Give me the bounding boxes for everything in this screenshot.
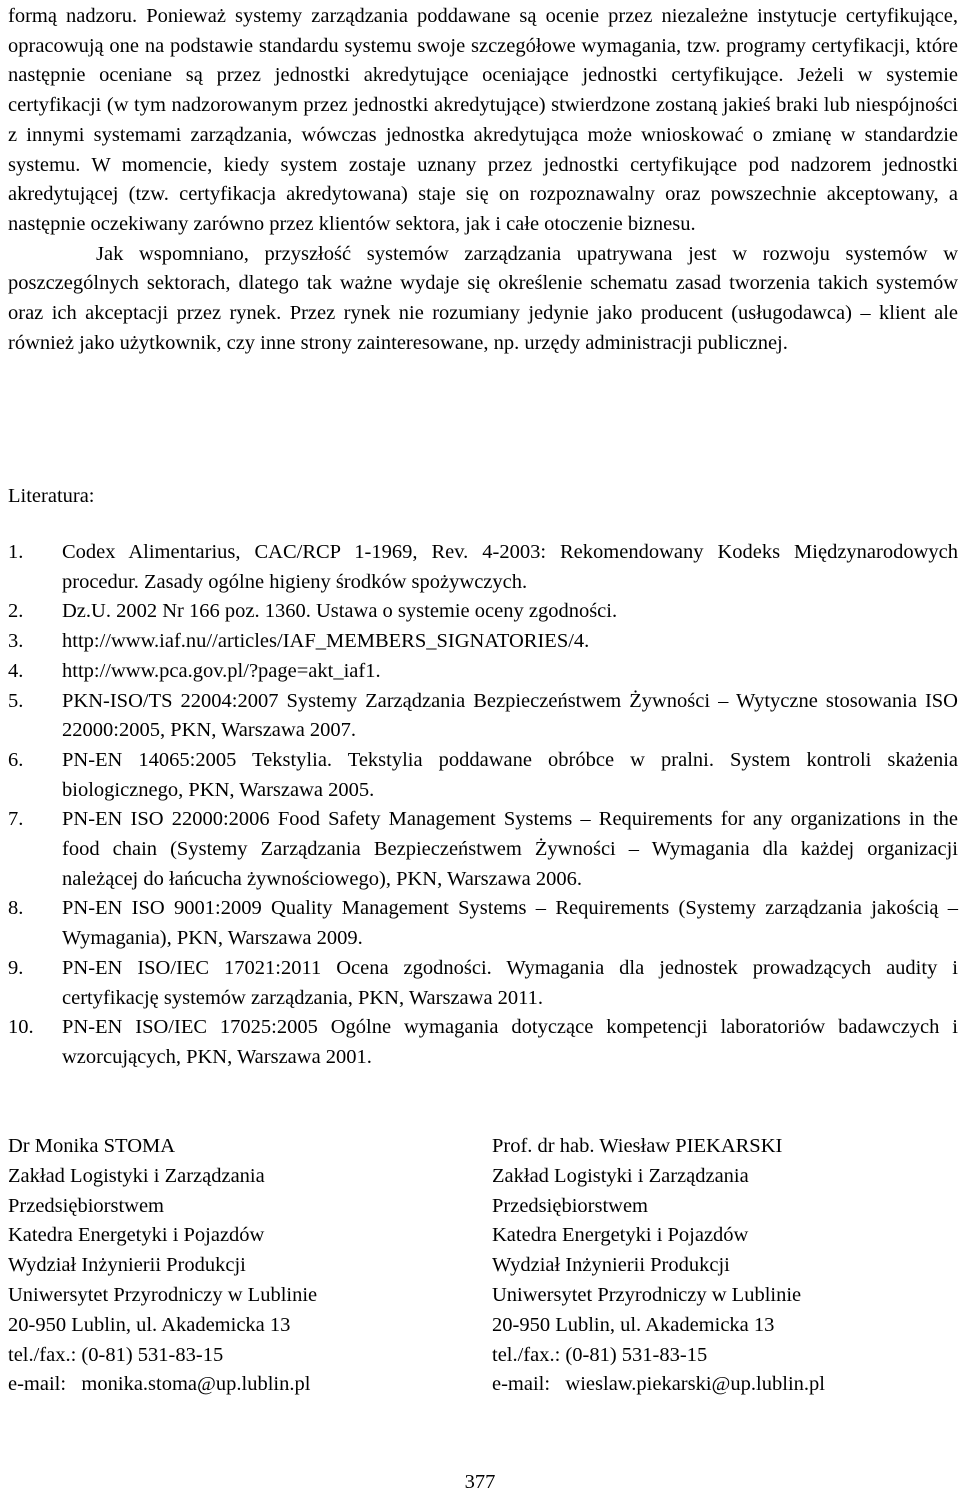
author-faculty: Wydział Inżynierii Produkcji (8, 1254, 246, 1277)
reference-item (8, 954, 958, 1013)
reference-item (8, 1013, 958, 1072)
author-department: Zakład Logistyki i Zarządzania (8, 1164, 265, 1187)
author-name: Prof. dr hab. Wiesław PIEKARSKI (492, 1135, 783, 1157)
reference-list (8, 538, 958, 1073)
reference-text: PN-EN ISO/IEC 17021:2011 Ocena zgodności. Wymagania dla jednostek prowadzących audity i certyfikację systemów zarządzania, PKN, Warszawa 2011. (62, 956, 958, 1009)
reference-number: 1. (8, 541, 24, 563)
author-university: Uniwersytet Przyrodniczy w Lublinie (8, 1283, 318, 1306)
reference-text: PN-EN ISO 9001:2009 Quality Management Systems – Requirements (Systemy zarządzania jakością – Wymagania), PKN, Warszawa 2009. (62, 897, 958, 950)
page-number: 377 (464, 1471, 496, 1493)
author-email[interactable]: e-mail: wieslaw.piekarski@up.lublin.pl (492, 1373, 825, 1396)
reference-text: PN-EN 14065:2005 Tekstylia. Tekstylia poddawane obróbce w pralni. System kontroli skażenia biologicznego, PKN, Warszawa 2005. (62, 748, 958, 801)
author-address: 20-950 Lublin, ul. Akademicka 13 (492, 1313, 775, 1336)
reference-number: 8. (8, 897, 24, 920)
reference-link[interactable]: http://www.iaf.nu//articles/IAF_MEMBERS_SIGNATORIES/4. (62, 630, 590, 653)
author-email[interactable]: e-mail: monika.stoma@up.lublin.pl (8, 1373, 311, 1396)
literature-heading: Literatura: (8, 485, 95, 507)
reference-number: 7. (8, 808, 24, 831)
reference-item (8, 805, 958, 894)
author-chair: Katedra Energetyki i Pojazdów (8, 1224, 265, 1247)
author-chair: Katedra Energetyki i Pojazdów (492, 1224, 749, 1247)
reference-number: 6. (8, 748, 24, 771)
author-address: 20-950 Lublin, ul. Akademicka 13 (8, 1313, 291, 1336)
reference-text: Dz.U. 2002 Nr 166 poz. 1360. Ustawa o systemie oceny zgodności. (62, 600, 618, 623)
reference-number: 4. (8, 659, 24, 682)
reference-item (8, 538, 958, 597)
reference-link[interactable]: http://www.pca.gov.pl/?page=akt_iaf1. (62, 659, 381, 682)
reference-text: PN-EN ISO 22000:2006 Food Safety Management Systems – Requirements for any organizations in the food chain (Systemy Zarządzania Bezpieczeństwem Żywności – Wymagania dla każdej organizacji należącej do łańcucha żywnościowego), PKN, Warszawa 2006. (62, 808, 958, 890)
author-block (8, 1132, 317, 1400)
author-department: Przedsiębiorstwem (8, 1194, 164, 1217)
reference-number: 10. (8, 1016, 34, 1039)
author-block (492, 1132, 825, 1400)
reference-text: Codex Alimentarius, CAC/RCP 1-1969, Rev. 4-2003: Rekomendowany Kodeks Międzynarodowych procedur. Zasady ogólne higieny środków spożywczych. (62, 541, 958, 593)
author-university: Uniwersytet Przyrodniczy w Lublinie (492, 1283, 802, 1306)
reference-number: 9. (8, 956, 24, 979)
reference-item (8, 627, 958, 657)
author-faculty: Wydział Inżynierii Produkcji (492, 1254, 730, 1277)
author-department: Zakład Logistyki i Zarządzania (492, 1164, 749, 1187)
reference-number: 2. (8, 600, 24, 623)
body-text (8, 2, 958, 358)
author-department: Przedsiębiorstwem (492, 1194, 648, 1217)
reference-item (8, 657, 958, 687)
reference-number: 3. (8, 630, 24, 653)
reference-text: PN-EN ISO/IEC 17025:2005 Ogólne wymagania dotyczące kompetencji laboratoriów badawczych i wzorcujących, PKN, Warszawa 2001. (62, 1016, 958, 1068)
reference-item (8, 746, 958, 805)
author-phone: tel./fax.: (0-81) 531-83-15 (8, 1343, 224, 1366)
author-phone: tel./fax.: (0-81) 531-83-15 (492, 1343, 708, 1366)
paragraph: formą nadzoru. Ponieważ systemy zarządzania poddawane są ocenie przez niezależne instytucje certyfikujące, opracowują one na podstawie standardu systemu swoje szczegółowe wymagania, tzw. programy certyfikacji, które następnie oceniane są przez jednostki akredytujące oceniające jednostki certyfikujące. Jeżeli w systemie certyfikacji (w tym nadzorowanym przez jednostki akredytujące) stwierdzone zostaną jakieś braki lub niespójności z innymi systemami zarządzania, wówczas jednostka akredytująca może wnioskować o zmianę w standardzie systemu. W momencie, kiedy system zostaje uznany przez jednostki certyfikujące pod nadzorem jednostki akredytującej (tzw. certyfikacja akredytowana) staje się on rozpoznawalny oraz powszechnie akceptowany, a następnie oczekiwany zarówno przez klientów sektora, jak i całe otoczenie biznesu. (8, 5, 958, 235)
reference-item (8, 894, 958, 953)
author-name: Dr Monika STOMA (8, 1135, 176, 1157)
reference-text: PKN-ISO/TS 22004:2007 Systemy Zarządzania Bezpieczeństwem Żywności – Wytyczne stosowania ISO 22000:2005, PKN, Warszawa 2007. (62, 689, 958, 742)
reference-item (8, 597, 958, 627)
reference-number: 5. (8, 689, 24, 712)
paragraph: Jak wspomniano, przyszłość systemów zarządzania upatrywana jest w rozwoju systemów w poszczególnych sektorach, dlatego tak ważne wydaje się określenie schematu zasad tworzenia takich systemów oraz ich akceptacji przez rynek. Przez rynek nie rozumiany jedynie jako producent (usługodawca) – klient ale również jako użytkownik, czy inne strony zainteresowane, np. urzędy administracji publicznej. (8, 242, 958, 354)
reference-item (8, 687, 958, 746)
